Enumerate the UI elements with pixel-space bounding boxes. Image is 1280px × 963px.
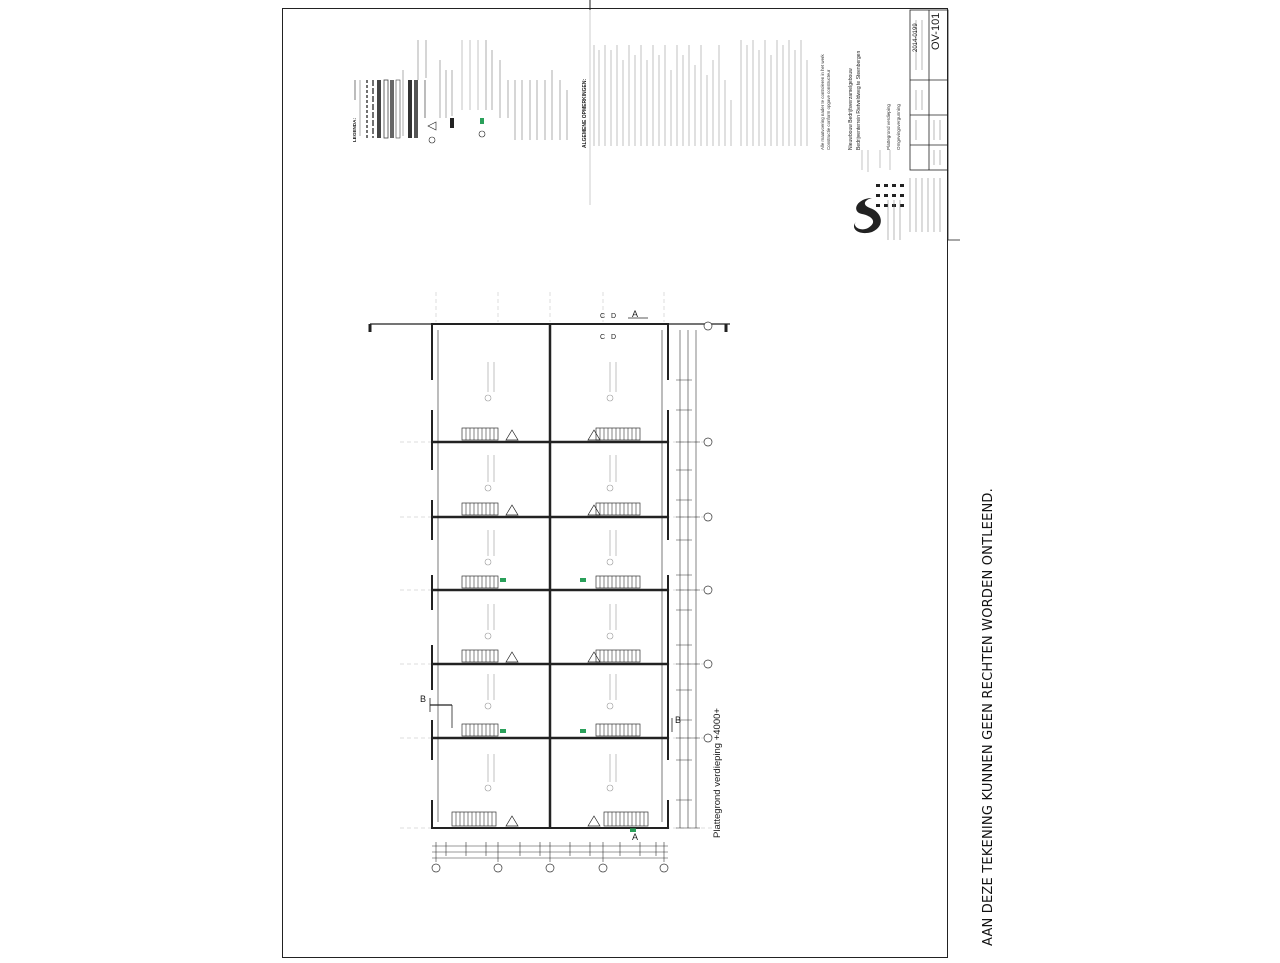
project-number: 2014-0199 xyxy=(913,23,919,52)
section-mark-c-top: C xyxy=(600,313,606,320)
section-mark-b-left: B xyxy=(420,694,427,704)
notes-text-lines xyxy=(594,40,807,146)
plan-green-markers xyxy=(500,578,636,832)
legend-heading: LEGENDA: xyxy=(352,118,357,142)
plan-axis-bubbles-right xyxy=(704,322,712,742)
plan-symbols xyxy=(506,430,600,826)
title-block-line-1: Nieuwbouw Bedrijfsverzamelgebouw xyxy=(848,68,854,150)
section-mark-a-bottom: A xyxy=(632,832,639,842)
title-block-line-3: Plattegrond verdieping xyxy=(886,104,891,150)
company-logo xyxy=(854,184,904,233)
section-mark-b-right: B xyxy=(675,715,682,725)
notes-heading: ALGEMENE OPMERKINGEN: xyxy=(582,78,588,148)
plan-walls xyxy=(370,324,730,828)
note-2: Constructie conform opgave constructeur xyxy=(826,69,831,150)
disclaimer-text: AAN DEZE TEKENING KUNNEN GEEN RECHTEN WORDEN ONTLEEND. xyxy=(981,488,996,946)
note-1: Alle maatvoering nader te controleren in het werk xyxy=(820,54,825,150)
drawing-number: OV-101 xyxy=(930,12,942,50)
section-mark-a-top: A xyxy=(632,309,639,319)
plan-title: Plattegrond verdieping +4000+ xyxy=(712,708,723,838)
section-mark-d-top: D xyxy=(611,313,617,320)
title-block-description-lines xyxy=(862,150,890,172)
legend-symbols xyxy=(355,40,485,143)
title-block-line-4: Omgevingsvergunning xyxy=(896,104,901,150)
plan-axis-lines xyxy=(400,292,712,828)
plan-dimensions-right xyxy=(676,330,700,828)
plan-axis-bubbles-bottom xyxy=(432,864,668,872)
title-block-line-2: Bedrijventerrein Rietveldweg te Steenbergen xyxy=(856,50,862,150)
plan-dimensions-bottom xyxy=(432,842,668,862)
section-mark-c-bottom: C xyxy=(600,334,606,341)
section-mark-d-bottom: D xyxy=(611,334,617,341)
